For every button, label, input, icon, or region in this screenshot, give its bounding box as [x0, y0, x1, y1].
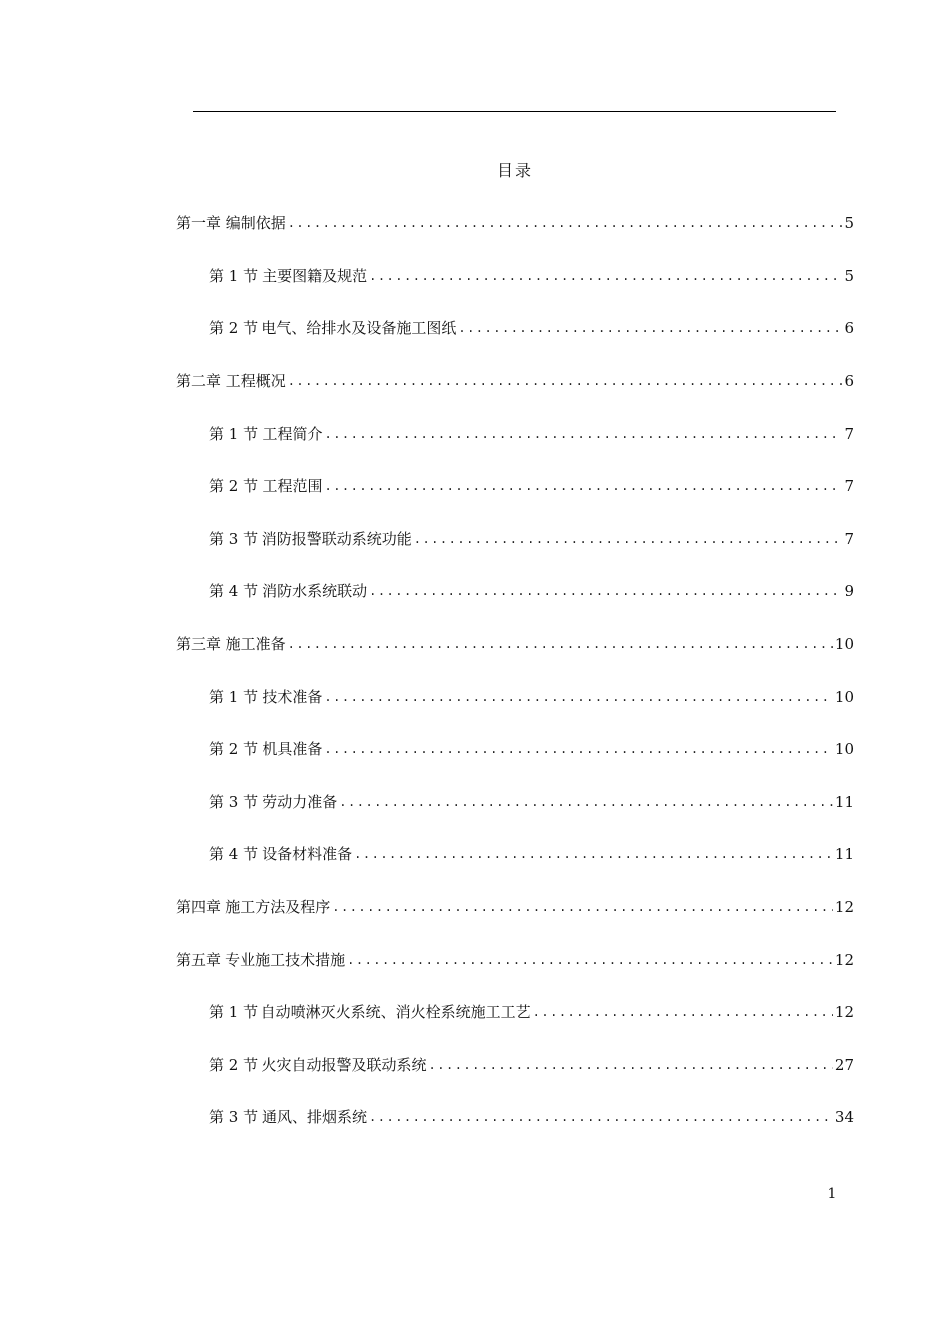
header-rule [193, 111, 836, 112]
toc-entry-number: 第 3 节 [209, 1108, 259, 1127]
toc-section-entry[interactable] [209, 828, 854, 881]
toc-entry-number: 第 2 节 [209, 319, 259, 338]
toc-section-entry[interactable] [209, 513, 854, 566]
toc-entry-page: 6 [844, 372, 854, 391]
toc-section-entry[interactable] [209, 723, 854, 776]
toc-entry-number: 第 2 节 [209, 740, 259, 759]
toc-entry-title: 机具准备 [262, 740, 323, 759]
toc-entry-page: 12 [834, 1003, 854, 1022]
toc-entry-title: 技术准备 [262, 687, 323, 706]
toc-entry-page: 10 [834, 740, 854, 759]
toc-section-entry[interactable] [209, 1039, 854, 1092]
toc-entry-number: 第 1 节 [209, 1003, 259, 1022]
toc-entry-page: 7 [844, 529, 854, 548]
toc-section-entry[interactable] [209, 250, 854, 303]
toc-entry-title: 编制依据 [225, 214, 286, 233]
toc-entry-number: 第 4 节 [209, 582, 259, 601]
toc-entry-title: 电气、给排水及设备施工图纸 [261, 319, 457, 338]
toc-entry-number: 第 3 节 [209, 792, 259, 811]
dot-leader [429, 1055, 833, 1075]
toc-entry-title: 设备材料准备 [262, 845, 353, 864]
dot-leader [354, 844, 833, 864]
toc-section-entry[interactable] [209, 670, 854, 723]
toc-entry-title: 专业施工技术措施 [225, 950, 346, 969]
toc-entry-title: 工程概况 [225, 372, 286, 391]
toc-entry-page: 7 [844, 424, 854, 443]
toc-entry-number: 第三章 [176, 635, 222, 654]
toc-entry-number: 第 1 节 [209, 424, 259, 443]
dot-leader [288, 213, 843, 233]
toc-entry-page: 34 [834, 1108, 854, 1127]
dot-leader [414, 529, 843, 549]
dot-leader [533, 1002, 833, 1022]
toc-title: 目录 [496, 161, 533, 180]
toc-section-entry[interactable] [209, 302, 854, 355]
toc-entry-page: 7 [844, 477, 854, 496]
dot-leader [288, 634, 833, 654]
toc-entry-number: 第一章 [176, 214, 222, 233]
toc-entry-number: 第 1 节 [209, 266, 259, 285]
toc-chapter-entry[interactable] [176, 355, 854, 408]
toc-entry-number: 第 2 节 [209, 477, 259, 496]
toc-entry-title: 工程范围 [262, 477, 323, 496]
toc-entry-page: 5 [844, 214, 854, 233]
page-number: 1 [827, 1186, 837, 1202]
dot-leader [369, 266, 842, 286]
dot-leader [324, 739, 833, 759]
toc-entry-title: 工程简介 [262, 424, 323, 443]
dot-leader [288, 371, 843, 391]
toc-section-entry[interactable] [209, 407, 854, 460]
dot-leader [347, 950, 833, 970]
toc-chapter-entry[interactable] [176, 933, 854, 986]
toc-entry-title: 施工方法及程序 [225, 898, 331, 917]
toc-entry-page: 5 [844, 266, 854, 285]
table-of-contents [0, 197, 950, 1144]
dot-leader [458, 318, 842, 338]
toc-entry-page: 9 [844, 582, 854, 601]
dot-leader [369, 581, 842, 601]
toc-chapter-entry[interactable] [176, 197, 854, 250]
toc-entry-title: 火灾自动报警及联动系统 [261, 1055, 427, 1074]
toc-entry-number: 第四章 [176, 898, 222, 917]
toc-entry-title: 自动喷淋灭火系统、消火栓系统施工工艺 [260, 1003, 531, 1022]
toc-entry-page: 6 [844, 319, 854, 338]
toc-entry-page: 12 [834, 950, 854, 969]
dot-leader [339, 792, 833, 812]
toc-entry-page: 10 [834, 635, 854, 654]
toc-section-entry[interactable] [209, 1091, 854, 1144]
toc-entry-number: 第 1 节 [209, 687, 259, 706]
toc-entry-number: 第 4 节 [209, 845, 259, 864]
toc-chapter-entry[interactable] [176, 881, 854, 934]
toc-chapter-entry[interactable] [176, 618, 854, 671]
toc-entry-number: 第 2 节 [209, 1055, 259, 1074]
toc-section-entry[interactable] [209, 986, 854, 1039]
dot-leader [332, 897, 833, 917]
toc-entry-title: 施工准备 [225, 635, 286, 654]
toc-entry-number: 第二章 [176, 372, 222, 391]
toc-entry-page: 10 [834, 687, 854, 706]
toc-entry-title: 消防报警联动系统功能 [261, 529, 412, 548]
toc-section-entry[interactable] [209, 776, 854, 829]
toc-entry-title: 主要图籍及规范 [262, 266, 368, 285]
toc-entry-page: 27 [834, 1055, 854, 1074]
toc-section-entry[interactable] [209, 565, 854, 618]
toc-section-entry[interactable] [209, 460, 854, 513]
toc-entry-page: 12 [834, 898, 854, 917]
dot-leader [369, 1107, 833, 1127]
toc-entry-number: 第五章 [176, 950, 222, 969]
toc-entry-title: 通风、排烟系统 [262, 1108, 368, 1127]
toc-entry-title: 消防水系统联动 [262, 582, 368, 601]
dot-leader [324, 424, 842, 444]
toc-entry-number: 第 3 节 [209, 529, 259, 548]
toc-entry-title: 劳动力准备 [262, 792, 338, 811]
dot-leader [324, 687, 833, 707]
toc-entry-page: 11 [834, 845, 854, 864]
toc-entry-page: 11 [834, 792, 854, 811]
dot-leader [324, 476, 842, 496]
